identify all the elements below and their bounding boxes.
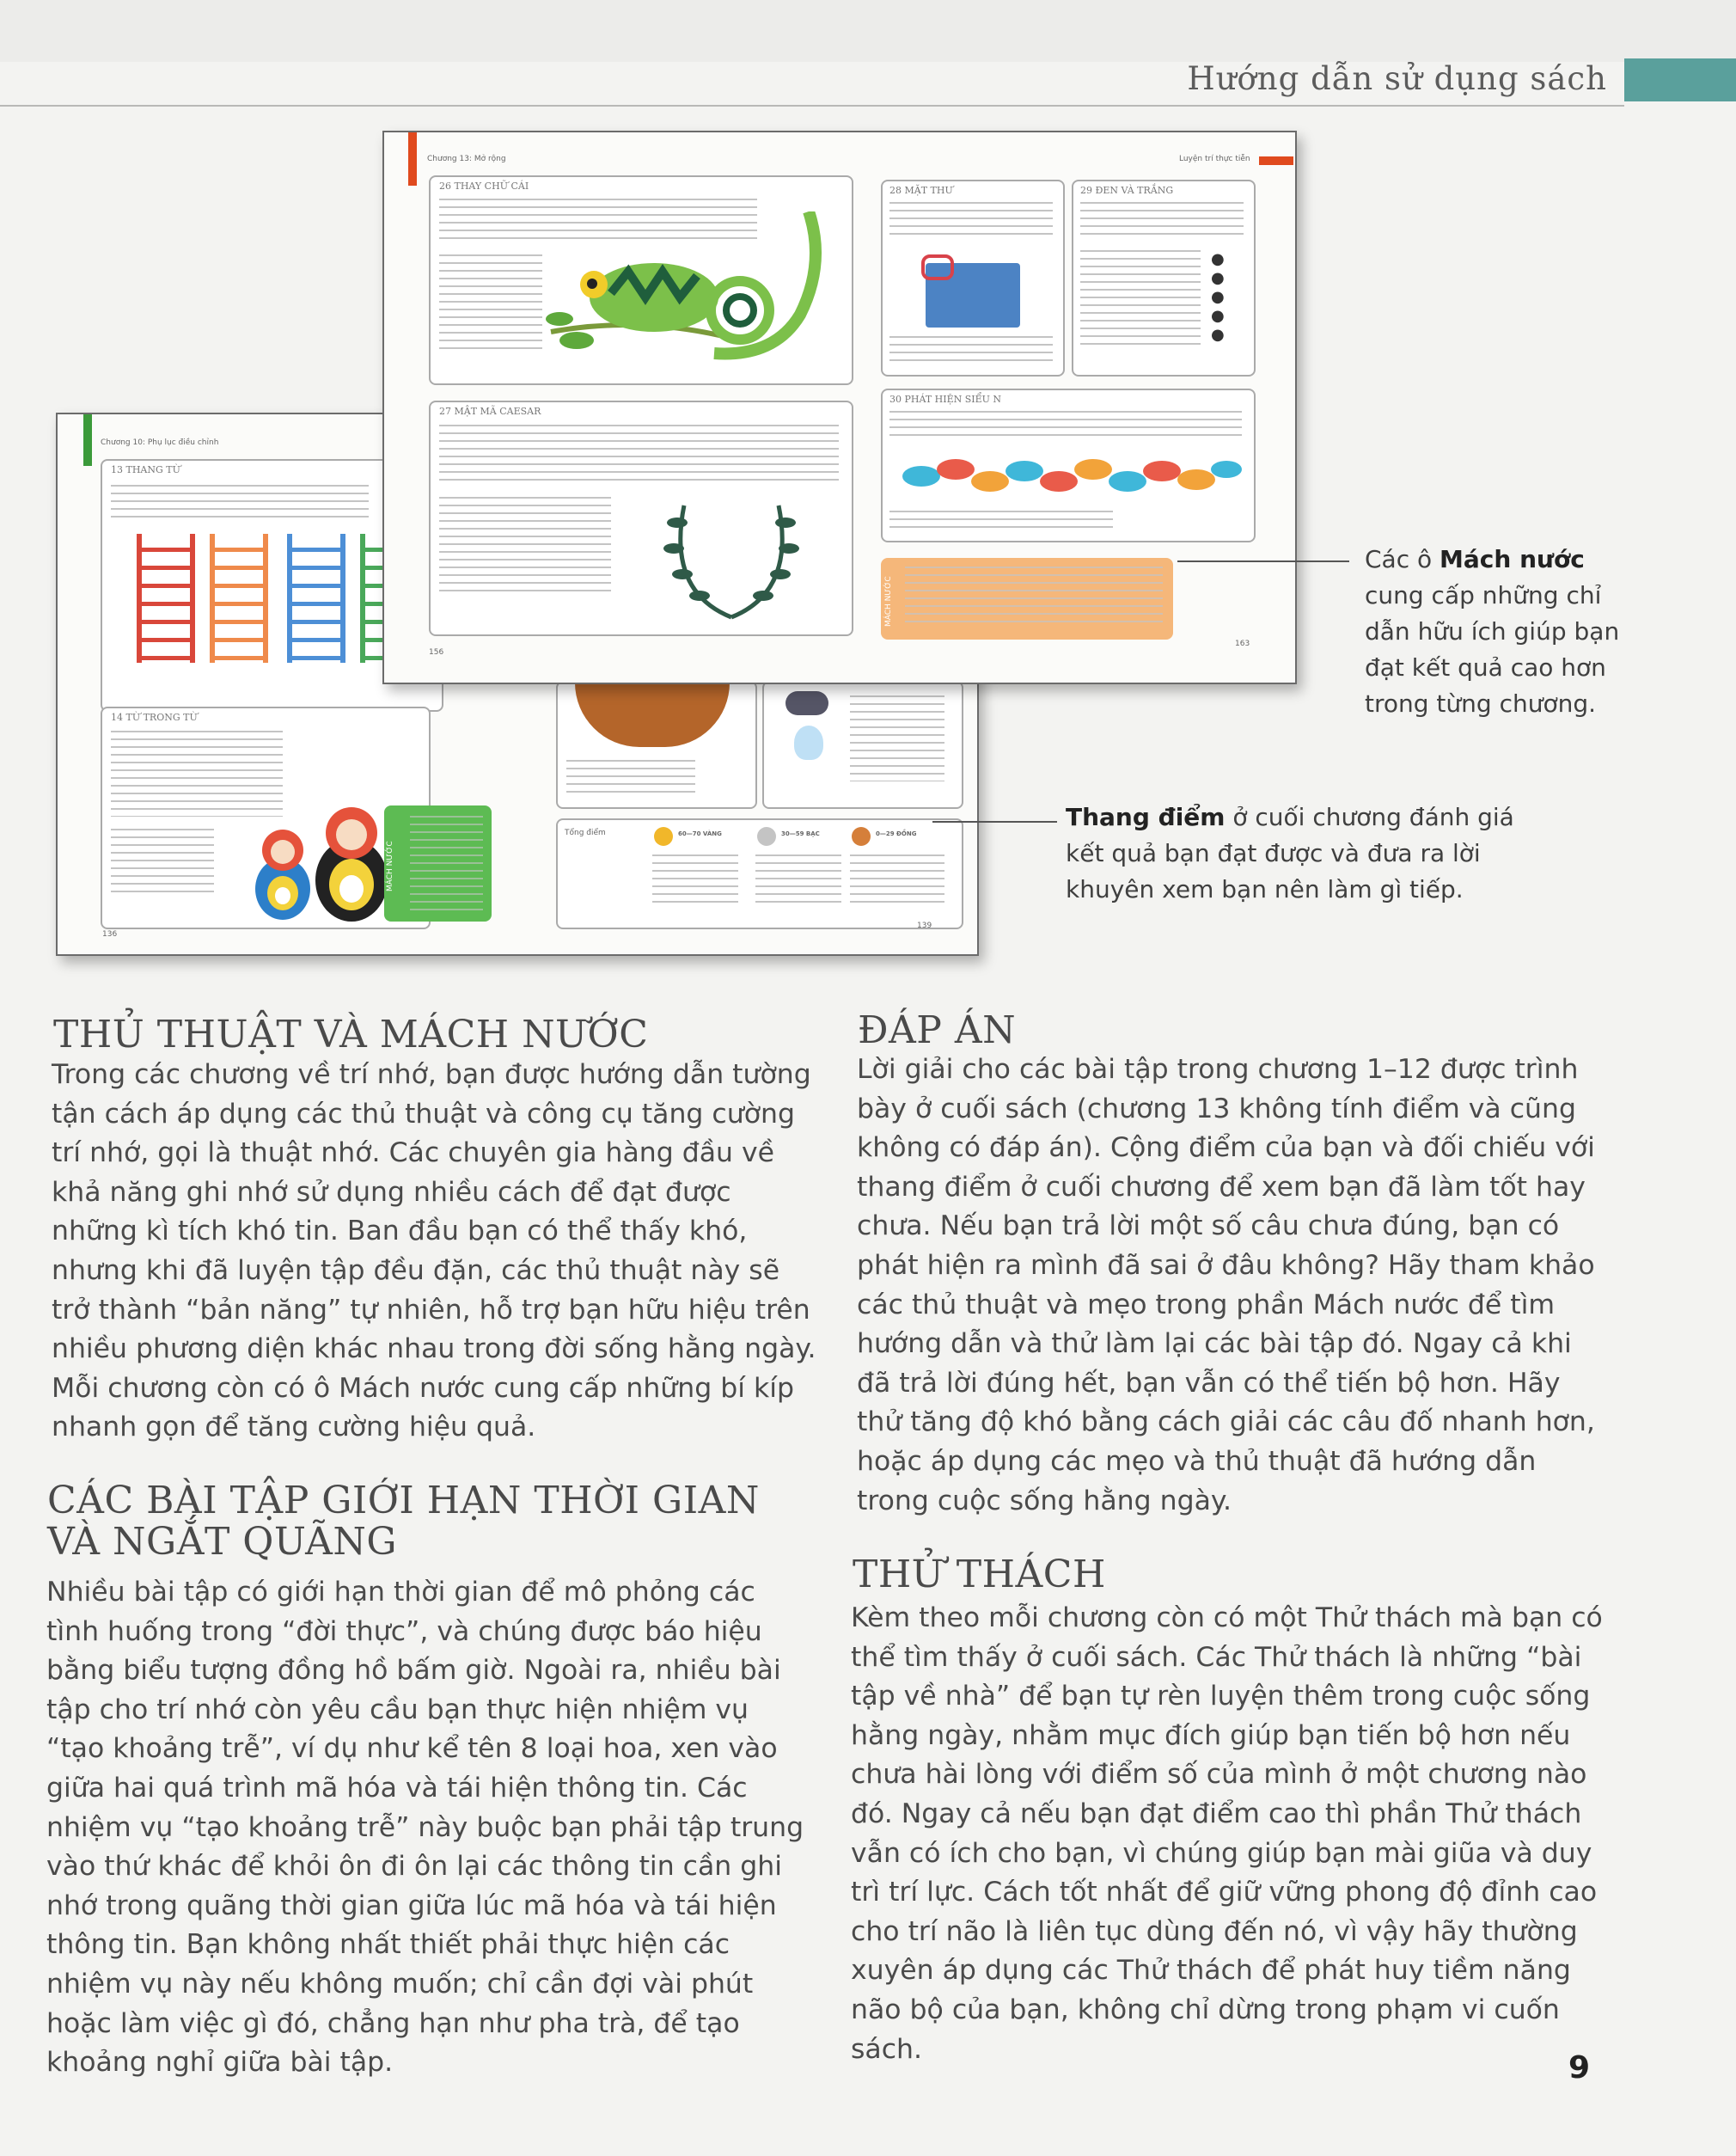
running-header-title: Hướng dẫn sử dụng sách bbox=[1187, 60, 1607, 97]
exercise-26-title: 26 THAY CHỮ CÁI bbox=[439, 181, 529, 192]
front-page-number-left: 156 bbox=[429, 648, 444, 657]
laurel-wreath-illustration bbox=[658, 488, 804, 626]
heading-thu-thach: THỬ THÁCH bbox=[853, 1553, 1106, 1596]
callout-mach-nuoc-after: cung cấp những chỉ dẫn hữu ích giúp bạn đạt kết quả cao hơn trong từng chương. bbox=[1365, 581, 1620, 718]
exercise-box-30 bbox=[881, 389, 1256, 542]
exercise-28-text bbox=[889, 202, 1053, 236]
ladder-blue bbox=[287, 534, 345, 663]
back-page-number-left: 136 bbox=[102, 930, 118, 939]
top-margin bbox=[0, 0, 1736, 62]
callout-thang-diem-after: ở cuối chương đánh giá kết quả bạn đạt được và đưa ra lời khuyên xem bạn nên làm gì tiếp. bbox=[1066, 803, 1514, 903]
chapter-marker-green bbox=[83, 414, 92, 466]
tier-silver: 30—59 BẠC bbox=[781, 830, 820, 837]
callout-leader-mach-nuoc bbox=[1177, 560, 1349, 562]
exercise-27-text bbox=[439, 425, 839, 485]
heading-thu-thuat: THỦ THUẬT VÀ MÁCH NƯỚC bbox=[53, 1013, 649, 1057]
paragraph-dap-an: Lời giải cho các bài tập trong chương 1–12 được trình bày ở cuối sách (chương 13 không tính điểm và cũng không có đáp án). Cộng điểm của bạn và đối chiếu với thang điểm ở cuối chương để xem bạn đã làm tốt hay chưa. Nếu bạn trả lời một số câu chưa đúng, bạn có phát hiện ra mình đã sai ở đâu không? Hãy tham khảo các thủ thuật và mẹo trong phần Mách nước để tìm hướng dẫn và thử làm lại các bài tập đó. Ngay cả khi đã trả lời đúng hết, bạn vẫn có thể tiến bộ hơn. Hãy thử tăng độ khó bằng cách giải các câu đố nhanh hơn, hoặc áp dụng các mẹo và thủ thuật đã hướng dẫn trong cuộc sống hằng ngày. bbox=[857, 1054, 1595, 1516]
paragraph-thu-thach: Kèm theo mỗi chương còn có một Thử thách mà bạn có thể tìm thấy ở cuối sách. Các Thử thách là những “bài tập về nhà” để bạn tự rèn luyện thêm trong cuộc sống hằng ngày, nhằm mục đích giúp bạn tiến bộ hơn nếu chưa hài lòng với điểm số của mình ở một chương nào đó. Ngay cả nếu bạn đạt điểm cao thì phần Thử thách vẫn có ích cho bạn, vì chúng giúp bạn mài giũa và duy trì trí lực. Cách tốt nhất để giữ vững phong độ đỉnh cao cho trí não là liên tục dùng đến nó, vì vậy hãy thường xuyên áp dụng các Thử thách để phát huy tiềm năng não bộ của bạn, không chỉ dừng trong phạm vi cuốn sách. bbox=[851, 1602, 1603, 2065]
exercise-29-text bbox=[1080, 202, 1244, 236]
score-label: Tổng điểm bbox=[565, 829, 606, 837]
callout-thang-diem bbox=[1066, 799, 1547, 908]
heading-bai-tap-gioi-han: CÁC BÀI TẬP GIỚI HẠN THỜI GIAN VÀ NGẮT QUÃNG bbox=[47, 1479, 760, 1564]
gold-medal-icon bbox=[654, 827, 673, 846]
tip-box-green bbox=[384, 805, 492, 922]
exercise-14-lines bbox=[111, 829, 214, 897]
front-right-label: Luyện trí thực tiễn bbox=[1179, 155, 1250, 163]
tier-gold: 60—70 VÀNG bbox=[678, 830, 722, 837]
score-strip bbox=[556, 818, 963, 929]
exercise-box-objects bbox=[762, 681, 963, 809]
header-rule bbox=[0, 105, 1624, 107]
score-text-silver bbox=[755, 854, 841, 906]
tip-orange-text bbox=[905, 567, 1163, 627]
bowl-text bbox=[566, 760, 695, 799]
tip-green-label: MÁCH NƯỚC bbox=[386, 841, 394, 891]
exercise-27-table bbox=[439, 497, 611, 591]
exercise-26-list bbox=[439, 254, 542, 349]
exercise-30-text bbox=[889, 411, 1242, 437]
whistle-illustration bbox=[785, 691, 828, 715]
exercise-13-title: 13 THANG TỪ bbox=[111, 464, 180, 475]
score-text-bronze bbox=[850, 854, 944, 906]
exercise-28-footer bbox=[889, 336, 1053, 362]
callout-mach-nuoc-before: Các ô bbox=[1365, 545, 1440, 573]
exercise-box-28 bbox=[881, 180, 1065, 377]
score-text-gold bbox=[652, 854, 738, 906]
exercise-13-text bbox=[111, 485, 369, 524]
bronze-medal-icon bbox=[852, 827, 871, 846]
exercise-box-29 bbox=[1072, 180, 1256, 377]
exercise-29-list bbox=[1080, 250, 1201, 345]
ladder-red bbox=[137, 534, 195, 663]
tier-bronze: 0—29 ĐỒNG bbox=[876, 830, 917, 837]
bulb-illustration bbox=[794, 726, 823, 760]
exercise-29-title: 29 ĐEN VÀ TRẮNG bbox=[1080, 185, 1174, 196]
chapter-marker-red bbox=[408, 132, 417, 186]
exercise-14-title: 14 TỪ TRONG TỪ bbox=[111, 712, 198, 723]
callout-mach-nuoc-bold: Mách nước bbox=[1440, 545, 1585, 573]
exercise-box-26 bbox=[429, 175, 853, 385]
callout-thang-diem-bold: Thang điểm bbox=[1066, 803, 1226, 831]
callout-leader-thang-diem bbox=[932, 821, 1057, 823]
ladder-orange bbox=[210, 534, 268, 663]
back-chapter-label: Chương 10: Phụ lục điều chỉnh bbox=[101, 438, 219, 447]
front-chapter-label: Chương 13: Mở rộng bbox=[427, 155, 506, 163]
paw-print-icons: ● ● ● ● ● bbox=[1211, 250, 1225, 344]
exercise-28-title: 28 MẶT THƯ bbox=[889, 185, 953, 196]
paragraph-bai-tap-gioi-han: Nhiều bài tập có giới hạn thời gian để mô phỏng các tình huống trong “đời thực”, và chúng được báo hiệu bằng biểu tượng đồng hồ bấm giờ. Ngoài ra, nhiều bài tập cho trí nhớ còn yêu cầu bạn thực hiện nhiệm vụ “tạo khoảng trễ”, ví dụ như kể tên 8 loại hoa, xen vào giữa hai quá trình mã hóa và tái hiện thông tin. Các nhiệm vụ “tạo khoảng trễ” này buộc bạn phải tập trung vào thứ khác để khỏi ôn đi ôn lại các thông tin cần ghi nhớ trong quãng thời gian giữa lúc mã hóa và tái hiện thông tin. Bạn không nhất thiết phải thực hiện các nhiệm vụ này nếu không muốn; chỉ cần đợi vài phút hoặc làm việc gì đó, chẳng hạn như pha trà, để tạo khoảng nghỉ giữa bài tập. bbox=[46, 1577, 804, 2079]
tip-box-orange bbox=[881, 558, 1173, 640]
exercise-30-title: 30 PHÁT HIỆN SIỂU N bbox=[889, 394, 1002, 405]
tip-green-text bbox=[410, 816, 483, 910]
chapter-marker-red-right bbox=[1259, 156, 1293, 165]
front-page-number-right: 163 bbox=[1235, 640, 1250, 648]
objects-text bbox=[850, 695, 944, 781]
exercise-box-27 bbox=[429, 401, 853, 636]
section-color-tab bbox=[1624, 58, 1736, 101]
bowl-illustration bbox=[575, 683, 730, 747]
paragraph-thu-thuat: Trong các chương về trí nhớ, bạn được hướng dẫn tường tận cách áp dụng các thủ thuật và công cụ tăng cường trí nhớ, gọi là thuật nhớ. Các chuyên gia hàng đầu về khả năng ghi nhớ sử dụng nhiều cách để đạt được những kì tích khó tin. Ban đầu bạn có thể thấy khó, nhưng khi đã luyện tập đều đặn, các thủ thuật này sẽ trở thành “bản năng” tự nhiên, hỗ trợ bạn hữu hiệu trên nhiều phương diện khác nhau trong đời sống hằng ngày. Mỗi chương còn có ô Mách nước cung cấp những bí kíp nhanh gọn để tăng cường hiệu quả. bbox=[52, 1059, 816, 1443]
heading-dap-an: ĐÁP ÁN bbox=[858, 1008, 1017, 1052]
exercise-box-bowl bbox=[556, 681, 757, 809]
paperclip-illustration bbox=[921, 254, 954, 280]
tip-orange-label: MÁCH NƯỚC bbox=[884, 576, 893, 627]
exercise-30-footer bbox=[889, 511, 1113, 532]
back-page-number-right: 139 bbox=[917, 922, 932, 930]
exercise-box-14 bbox=[101, 707, 431, 929]
chameleon-illustration bbox=[542, 211, 843, 375]
page-number: 9 bbox=[1568, 2050, 1591, 2086]
silver-medal-icon bbox=[757, 827, 776, 846]
exercise-27-title: 27 MẬT MÃ CAESAR bbox=[439, 406, 541, 417]
callout-mach-nuoc bbox=[1365, 542, 1648, 722]
sample-spread-front bbox=[382, 131, 1297, 684]
fish-illustration bbox=[900, 450, 1244, 502]
